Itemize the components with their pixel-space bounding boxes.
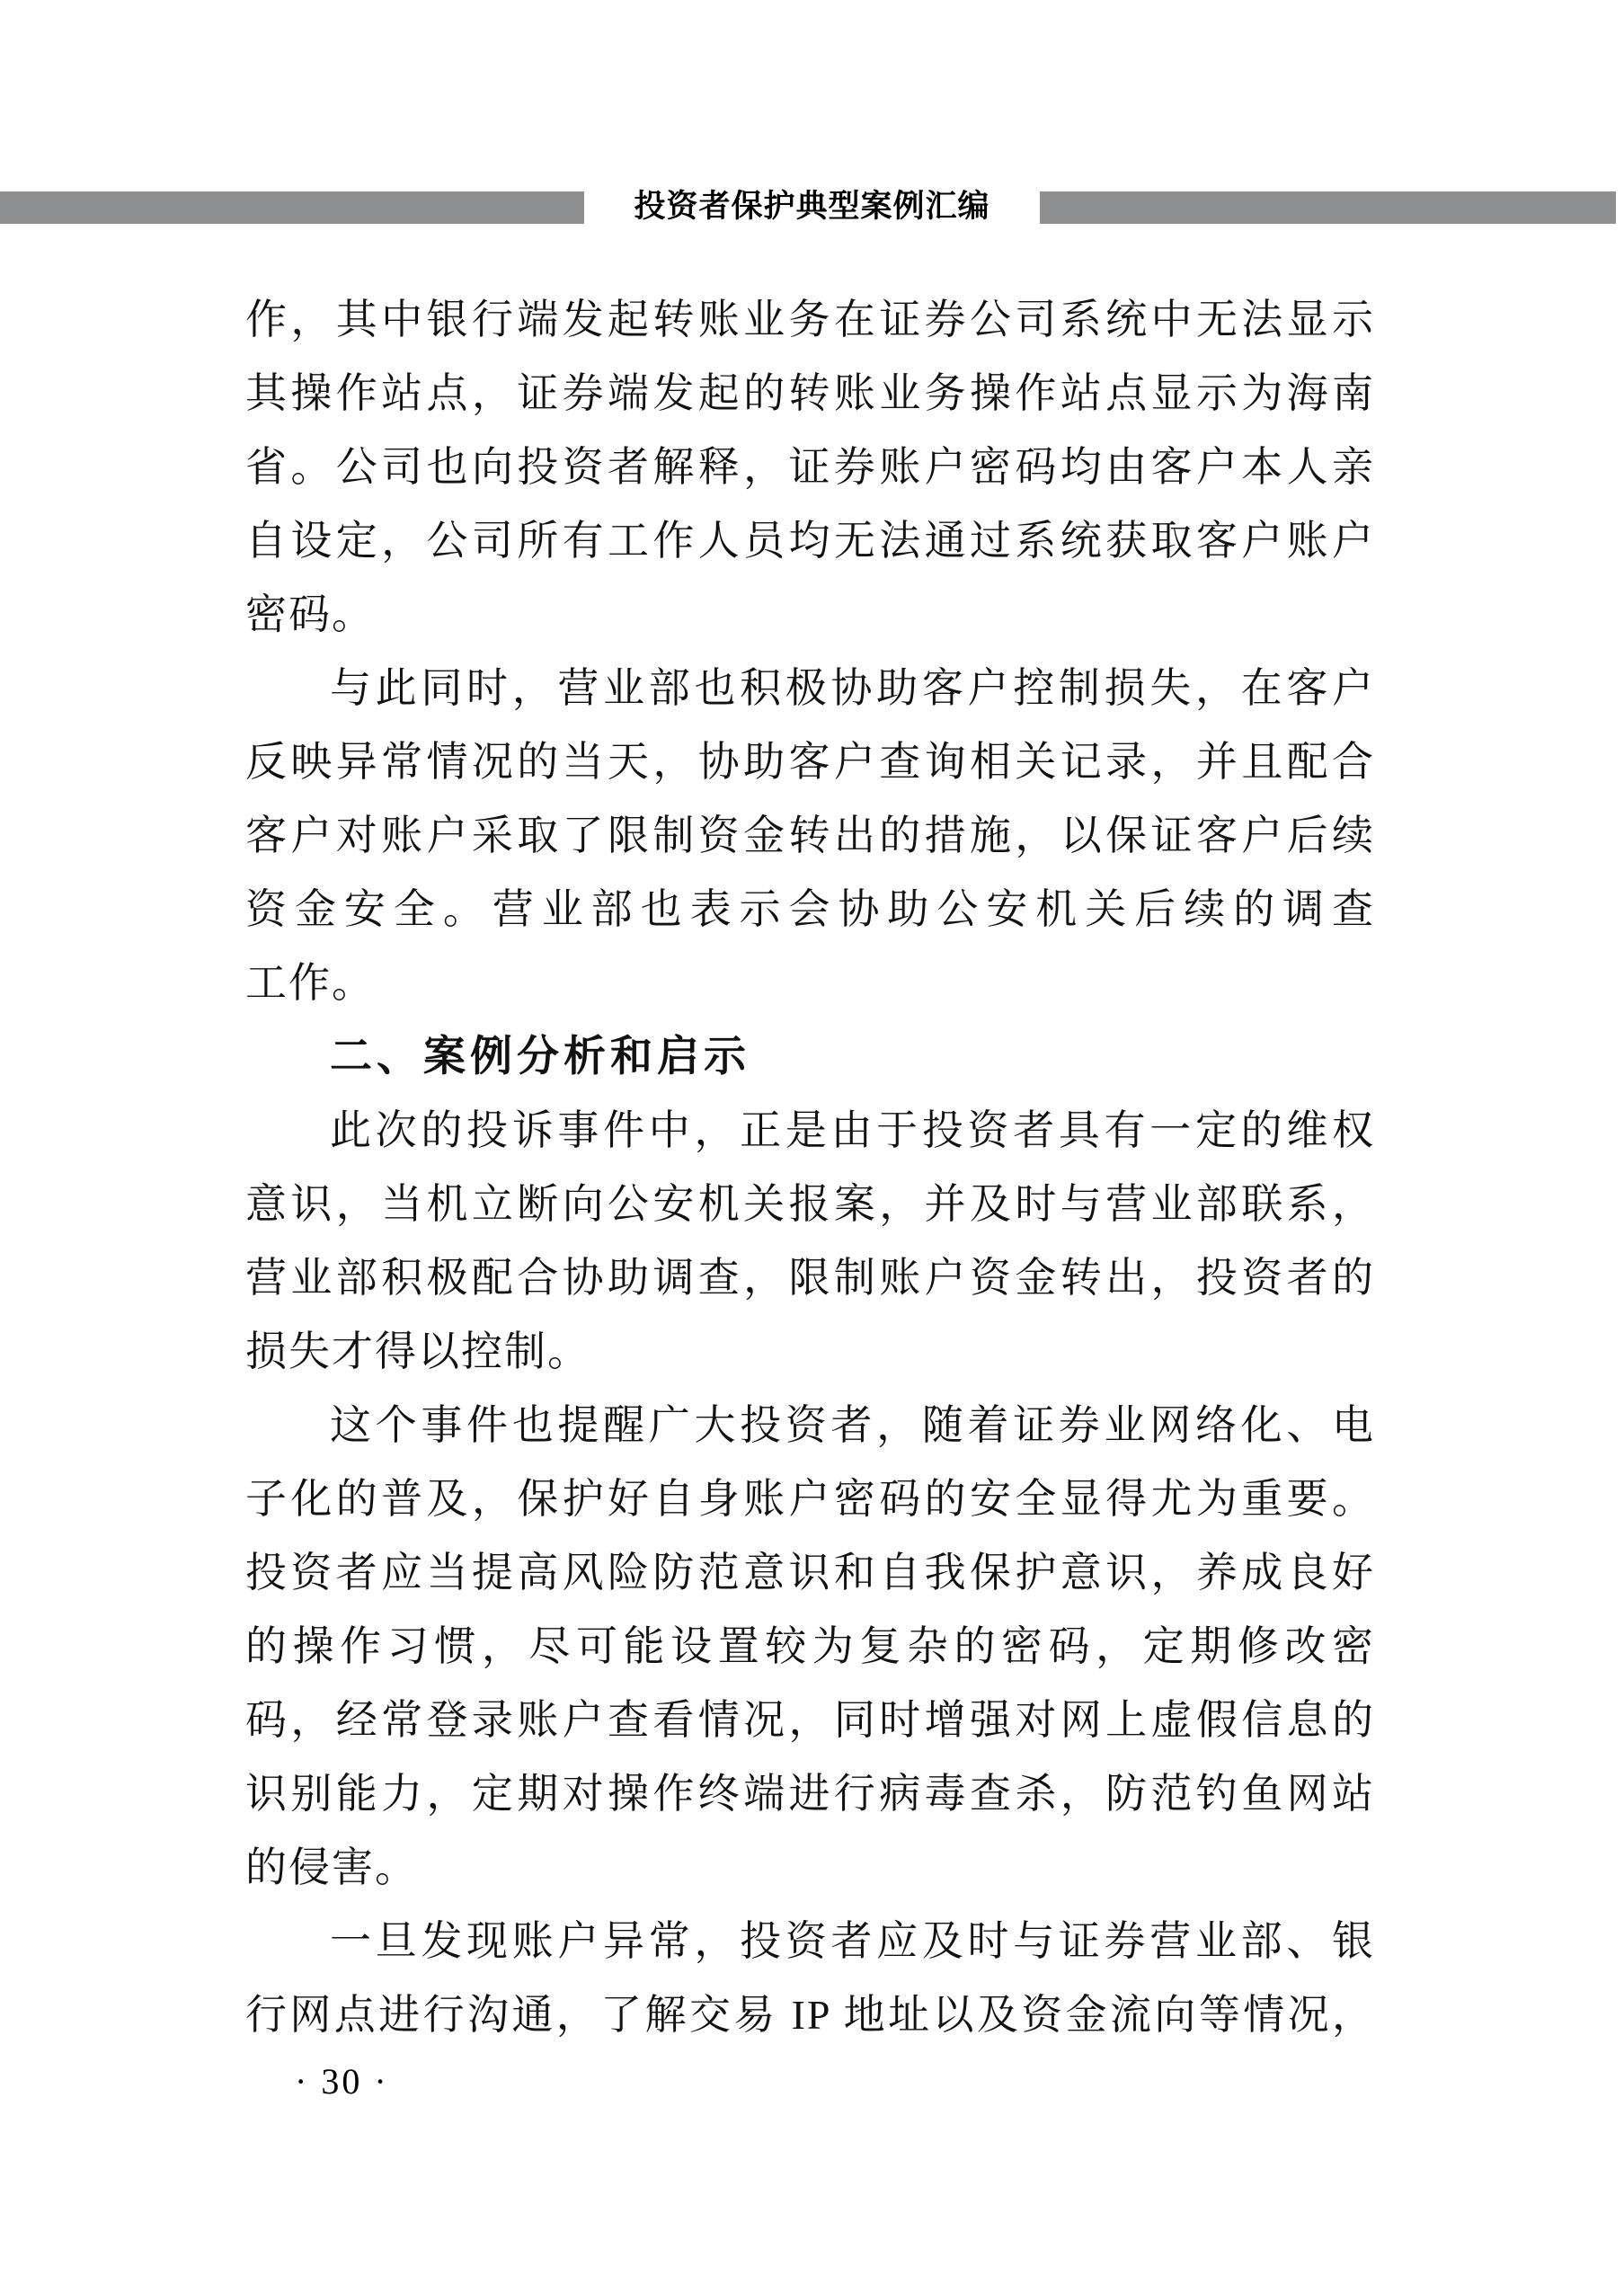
page-number: · 30 · xyxy=(295,2061,389,2102)
body-line: 子化的普及，保护好自身账户密码的安全显得尤为重要。 xyxy=(245,1476,1375,1522)
body-line: 自设定，公司所有工作人员均无法通过系统获取客户账户 xyxy=(245,518,1375,564)
body-line: 码，经常登录账户查看情况，同时增强对网上虚假信息的 xyxy=(245,1697,1375,1743)
body-line: 的侵害。 xyxy=(245,1844,418,1890)
body-line: 与此同时，营业部也积极协助客户控制损失，在客户 xyxy=(330,665,1375,711)
body-line: 客户对账户采取了限制资金转出的措施，以保证客户后续 xyxy=(245,813,1375,858)
section-heading: 二、案例分析和启示 xyxy=(330,1032,750,1081)
body-line: 密码。 xyxy=(245,591,375,637)
body-line: 其操作站点，证券端发起的转账业务操作站点显示为海南 xyxy=(245,370,1375,416)
body-line: 识别能力，定期对操作终端进行病毒查杀，防范钓鱼网站 xyxy=(245,1771,1375,1817)
body-line: 反映异常情况的当天，协助客户查询相关记录，并且配合 xyxy=(245,739,1375,785)
body-line: 的操作习惯，尽可能设置较为复杂的密码，定期修改密 xyxy=(245,1623,1375,1669)
running-head-title: 投资者保护典型案例汇编 xyxy=(634,189,990,225)
body-line: 这个事件也提醒广大投资者，随着证券业网络化、电 xyxy=(330,1402,1375,1448)
body-line: 行网点进行沟通，了解交易 IP 地址以及资金流向等情况， xyxy=(245,1992,1375,2038)
header-rule-left xyxy=(0,191,584,224)
body-line: 投资者应当提高风险防范意识和自我保护意识，养成良好 xyxy=(245,1550,1375,1595)
body-line: 一旦发现账户异常，投资者应及时与证券营业部、银 xyxy=(330,1918,1375,1964)
body-text-block xyxy=(245,283,1375,2052)
body-line: 损失才得以控制。 xyxy=(245,1329,590,1374)
body-line: 作，其中银行端发起转账业务在证券公司系统中无法显示 xyxy=(245,297,1375,342)
header-rule-right xyxy=(1040,191,1616,224)
body-line: 工作。 xyxy=(245,960,375,1006)
body-line: 意识，当机立断向公安机关报案，并及时与营业部联系， xyxy=(245,1181,1375,1227)
body-line: 省。公司也向投资者解释，证券账户密码均由客户本人亲 xyxy=(245,444,1375,490)
body-line: 资金安全。营业部也表示会协助公安机关后续的调查 xyxy=(245,886,1375,932)
body-line: 营业部积极配合协助调查，限制账户资金转出，投资者的 xyxy=(245,1255,1375,1301)
body-line: 此次的投诉事件中，正是由于投资者具有一定的维权 xyxy=(330,1107,1375,1153)
